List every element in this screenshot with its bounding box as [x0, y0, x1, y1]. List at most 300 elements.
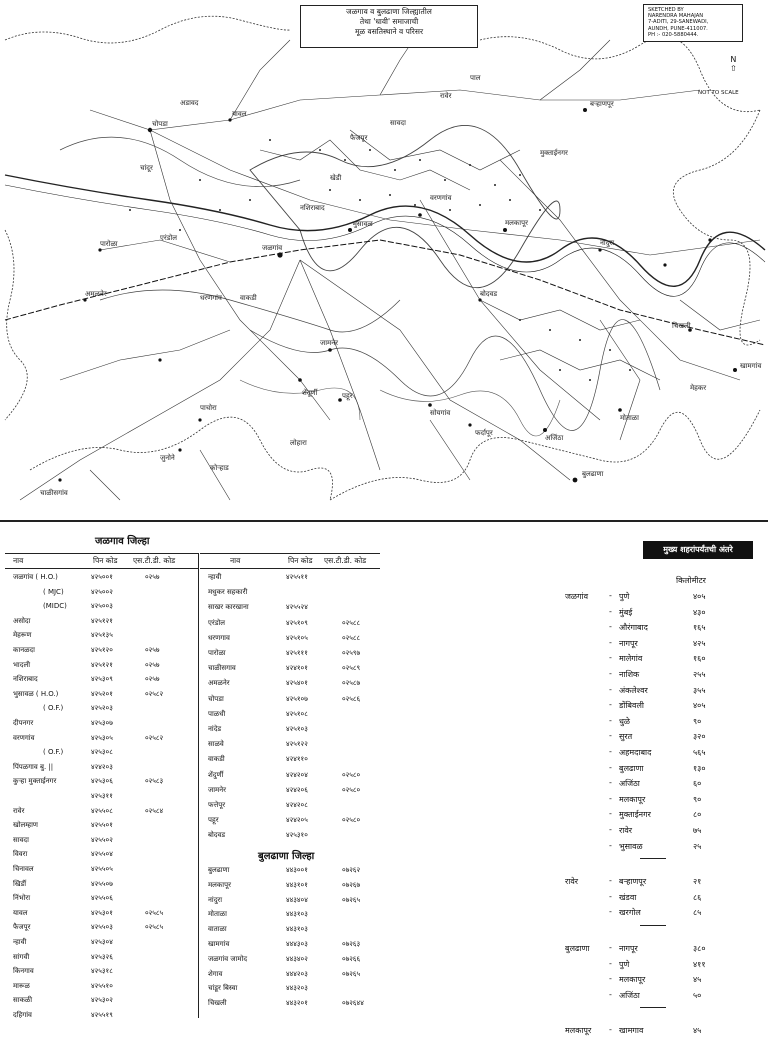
pin-code: ४२४२०६ [286, 785, 308, 794]
distance-row [565, 607, 755, 622]
dash: - [609, 974, 612, 984]
distance-km: ५६५ [693, 748, 706, 757]
std-code: ०२५८५ [145, 923, 164, 932]
distance-km: ३५५ [693, 685, 706, 695]
scale-note: NOT TO SCALE [698, 90, 739, 96]
place-name: असोदा [13, 616, 31, 625]
std-code: ०२५८८ [342, 618, 361, 627]
pin-code: ४२५५१९ [91, 1011, 113, 1019]
pin-code: ४४३४०४ [286, 895, 308, 904]
map-place-labels [40, 74, 761, 497]
place-name: चिनावल [13, 865, 34, 873]
map-label: बोदवड [480, 290, 498, 298]
pin-code: ४२४२०४ [286, 770, 308, 779]
dash: - [609, 606, 612, 616]
place-name: फैजपूर [13, 923, 31, 932]
distance-km: ४५ [693, 1026, 702, 1036]
place-name: दीपनगर [13, 719, 34, 727]
place-name: न्हावी [208, 573, 222, 581]
distance-km: ४५ [693, 975, 702, 985]
place-name: यावल [13, 908, 28, 917]
buldhana-table [200, 866, 380, 1016]
table-row [5, 690, 198, 702]
table-row [5, 938, 198, 950]
to-city: सुरत [619, 732, 633, 742]
table-row [5, 865, 198, 877]
distance-row [565, 809, 755, 824]
table-row [200, 588, 380, 600]
to-city: अजिंठा [619, 779, 640, 789]
table-row [5, 1011, 198, 1023]
distance-row [565, 778, 755, 793]
std-code: ०७२६३ [342, 940, 361, 948]
distance-km: ३८० [693, 944, 706, 953]
distance-km: १३० [693, 763, 706, 773]
map-label: मुक्ताईनगर [540, 149, 568, 157]
table-row [5, 573, 198, 585]
pin-code: ४२५५०३ [91, 923, 113, 932]
map-label: नशिराबाद [300, 204, 325, 212]
pin-code: ४२५३१८ [91, 967, 113, 976]
jalgaon-section-title: जळगाव जिल्हा [95, 536, 150, 547]
distance-row [565, 892, 755, 907]
table-row [200, 816, 380, 828]
to-city: पुणे [619, 592, 630, 601]
std-code: ०२५९७ [342, 649, 361, 657]
map-label: चिखली [672, 322, 691, 330]
map-label: सावदा [390, 119, 406, 127]
map-label: पारोळा [100, 240, 118, 248]
std-code: ०२५८५ [145, 908, 164, 917]
table-row [200, 603, 380, 615]
place-name: मलकापूर [208, 880, 231, 889]
distance-row [565, 974, 755, 989]
pin-code: ४४३१०१ [286, 880, 308, 889]
to-city: मलकापूर [619, 794, 646, 804]
table-row [5, 704, 198, 716]
place-name: पाळधी [208, 709, 226, 718]
place-name: ( MJC) [43, 587, 64, 596]
map-label: लोहारा [290, 439, 307, 447]
sketch-credit-box [643, 4, 743, 42]
table-row [200, 695, 380, 707]
distance-row [565, 841, 755, 856]
table-row [5, 807, 198, 819]
table-row [5, 923, 198, 935]
distance-km: ४०५ [693, 592, 706, 601]
table-row [5, 734, 198, 746]
to-city: खंडवा [619, 892, 637, 902]
table-row [200, 619, 380, 631]
distance-row [565, 876, 755, 891]
place-name: खिर्डी [13, 879, 27, 888]
table-row [200, 896, 380, 908]
pin-code: ४२४२०३ [91, 762, 113, 771]
map-label: जामनेर [320, 339, 338, 347]
table-header [200, 553, 380, 569]
distance-row [565, 907, 755, 922]
dash: - [609, 637, 612, 647]
map-label: चांदूर [140, 164, 153, 172]
std-code: ०२५८२ [145, 689, 164, 698]
place-name: बोदवड [208, 831, 226, 840]
std-code: ०२५८९ [342, 664, 361, 673]
pin-code: ४२५२०१ [91, 689, 113, 698]
place-name: बुलढाणा [208, 866, 230, 874]
place-name: साळवे [208, 740, 224, 749]
pin-code: ४२४११० [286, 755, 308, 764]
place-name: मारूळ [13, 981, 30, 990]
std-code: ०२५७ [145, 646, 160, 654]
place-name: नांदुरा [208, 895, 223, 904]
place-name: सावदा [13, 835, 29, 844]
dash: - [609, 1025, 612, 1035]
std-code: ०७२६५ [342, 969, 361, 978]
map-label: पाचोरा [200, 404, 217, 412]
place-name: मेहरूण [13, 631, 32, 640]
dash: - [609, 891, 612, 901]
to-city: मलकापूर [619, 975, 646, 985]
map-label: मोताळा [620, 414, 639, 422]
pin-code: ४२४२०५ [286, 816, 308, 825]
pin-code: ४४३१०३ [286, 910, 308, 919]
to-city: धुळे [619, 716, 630, 726]
pin-code: ४२५३०८ [91, 748, 113, 757]
std-code: ०२५८७ [342, 679, 361, 688]
place-name: कुऱ्हा मुक्ताईनगर [13, 777, 57, 786]
pin-code: ४२५१०९ [286, 618, 308, 627]
pin-code: ४२५५२४ [286, 603, 308, 612]
place-name: (MIDC) [43, 602, 67, 611]
map-label: फर्दापूर [475, 429, 493, 437]
to-city: पुणे [619, 959, 630, 969]
std-code: ०२५८० [342, 770, 361, 779]
distance-row [565, 669, 755, 684]
place-name: रावेर [13, 806, 25, 815]
map-title-line: जळगाव व बुलढाणा जिल्ह्यातील [346, 7, 432, 16]
map-label: फैजपूर [350, 134, 368, 142]
sketch-line: PH :- 020-5880444. [648, 31, 699, 38]
place-name: मधुकर सहकारी [208, 588, 248, 597]
pin-code: ४४४२०३ [286, 969, 308, 978]
place-name: पिंपळगाव बु. || [13, 762, 54, 771]
table-row [200, 634, 380, 646]
map-label: अडावद [180, 99, 199, 107]
to-city: मुक्ताईनगर [619, 810, 651, 820]
header-pin: पिन कोड [93, 556, 118, 565]
std-code: ०२५८८ [342, 633, 361, 642]
pin-code: ४२५५११ [286, 573, 308, 581]
to-city: नाशिक [619, 670, 640, 679]
place-name: साकळी [13, 996, 33, 1005]
distance-km: ९० [693, 794, 702, 804]
sketch-line: NARENDRA MAHAJAN [648, 13, 704, 20]
pin-code: ४२५३०५ [91, 733, 113, 742]
place-name: भादली [13, 660, 31, 669]
distance-km: ३२० [693, 732, 706, 742]
place-name: जळगांव जामोद [208, 954, 248, 963]
place-name: चांडूर बिस्वा [208, 984, 238, 993]
distance-row [565, 716, 755, 731]
table-row [200, 970, 380, 982]
pin-code: ४२५००२ [91, 587, 113, 596]
table-row [200, 786, 380, 798]
std-code: ०७२६४४ [342, 999, 364, 1008]
table-row [5, 953, 198, 965]
pin-code: ४४४३०३ [286, 940, 308, 948]
table-row [5, 646, 198, 658]
map-title-line: तेथा 'धावी' समाजाची [359, 17, 419, 26]
dash: - [609, 669, 612, 678]
distance-km: ५० [693, 990, 702, 1000]
place-name: नशिराबाद [13, 675, 38, 684]
pin-code: ४२५१२० [91, 646, 113, 654]
dash: - [609, 684, 612, 694]
place-name: चाळीसगाव [208, 664, 236, 673]
dash: - [609, 809, 612, 819]
to-city: बुलढाणा [619, 763, 644, 773]
table-row [5, 748, 198, 760]
table-row [200, 664, 380, 676]
to-city: अहमदाबाद [619, 748, 652, 757]
table-row [200, 999, 380, 1011]
from-city: मलकापूर [565, 1026, 592, 1036]
table-row [200, 771, 380, 783]
table-row [5, 850, 198, 862]
place-name: खोलम्हाण [13, 821, 38, 830]
pin-code: ४२५२०३ [91, 704, 113, 713]
pin-code: ४२५१११ [286, 649, 308, 657]
sketch-line: SKETCHED BY [648, 7, 684, 13]
distance-row [565, 700, 755, 715]
std-code: ०२५८४ [145, 806, 164, 815]
map-label: चाळीसगांव [40, 489, 68, 497]
std-code: ०७२६२ [342, 866, 361, 874]
place-name: चोपडा [208, 694, 224, 703]
distance-km: ४११ [693, 959, 706, 969]
dash: - [609, 622, 612, 632]
table-row [200, 679, 380, 691]
distance-km: ४२५ [693, 638, 706, 648]
map-title-box [300, 5, 478, 48]
dash: - [609, 907, 612, 917]
map-label: वरणगांव [430, 194, 452, 202]
place-name: किनगाव [13, 967, 34, 976]
place-name: दहिगांव [13, 1011, 32, 1019]
place-name: शेगाव [208, 969, 223, 978]
distance-row [565, 763, 755, 778]
to-city: औरंगाबाद [619, 623, 648, 633]
pin-code: ४२५१३५ [91, 631, 113, 640]
pin-code: ४२५३०७ [91, 719, 113, 727]
table-row [5, 792, 198, 804]
table-row [200, 740, 380, 752]
table-row [200, 755, 380, 767]
distance-row [565, 653, 755, 668]
std-code: ०२५७ [145, 573, 160, 581]
map-label: रावेर [440, 92, 452, 100]
table-row [200, 649, 380, 661]
table-row [5, 763, 198, 775]
table-row [200, 831, 380, 843]
pin-code: ४२५५०६ [91, 894, 113, 903]
table-row [5, 880, 198, 892]
place-name: न्हावी [13, 938, 27, 946]
map-label: पहूर [342, 392, 353, 400]
dash: - [609, 958, 612, 968]
table-row [5, 602, 198, 614]
distance-km: ४३० [693, 607, 706, 617]
pin-code: ४२५५०४ [91, 850, 113, 859]
map-label: धरणगांव [200, 294, 222, 302]
pin-code: ४२५१०७ [286, 694, 308, 703]
to-city: बऱ्हाणपूर [619, 877, 647, 887]
distance-km: ८६ [693, 892, 702, 902]
table-row [5, 982, 198, 994]
pin-code: ४४३१०३ [286, 925, 308, 934]
from-city: रावेर [565, 877, 579, 887]
std-code: ०७२६६ [342, 954, 361, 963]
to-city: मुंबई [619, 607, 633, 617]
distance-km: १६० [693, 654, 706, 664]
pin-code: ४४३००१ [286, 866, 308, 874]
dash: - [609, 747, 612, 756]
dash: - [609, 943, 612, 952]
place-name: फत्तेपूर [208, 801, 226, 809]
distance-row [565, 638, 755, 653]
pin-code: ४४३२०१ [286, 999, 308, 1008]
std-code: ०२५७ [145, 675, 160, 684]
pin-code: ४२५१०३ [286, 725, 308, 733]
pin-code: ४२५१२२ [286, 740, 308, 749]
table-row [200, 910, 380, 922]
pin-code: ४२५५०१ [91, 821, 113, 830]
pin-code: ४२५१२१ [91, 660, 113, 669]
table-row [5, 719, 198, 731]
map-label: यावल [232, 110, 247, 118]
table-row [200, 925, 380, 937]
to-city: रावेर [619, 826, 633, 835]
map-label: खामगांव [740, 362, 762, 370]
header-pin: पिन कोड [288, 556, 313, 565]
north-arrow-icon: N ⇧ [730, 55, 737, 73]
table-row [5, 675, 198, 687]
table-row [200, 801, 380, 813]
sketch-line: 7-ADITI, 29-SANEWADI, [648, 19, 709, 26]
distance-row [565, 685, 755, 700]
distance-km: ७५ [693, 826, 702, 835]
map-label: पाल [470, 74, 481, 82]
place-name: पहूर [208, 816, 219, 825]
map-label: चोपडा [152, 120, 168, 128]
distance-row [565, 959, 755, 974]
std-code: ०२५८२ [145, 733, 164, 742]
table-row [200, 710, 380, 722]
distance-row [565, 794, 755, 809]
pin-code: ४२५३०४ [91, 938, 113, 946]
map-label: बऱ्हाणपूर [590, 100, 614, 108]
map-label: जळगांव [262, 244, 283, 252]
pin-code: ४२५१०५ [286, 633, 308, 642]
map-label: सोयगांव [430, 409, 451, 417]
map-label: एरंडोल [160, 234, 178, 242]
map-label: भुसावळ [352, 220, 373, 228]
map-title-line: मूळ वसतिस्थाने व परिसर [354, 27, 424, 36]
std-code: ०२५८० [342, 816, 361, 825]
distance-row [565, 990, 755, 1005]
place-name: जामनेर [208, 785, 226, 794]
to-city: अंकलेश्वर [619, 685, 648, 695]
table-row [5, 631, 198, 643]
map-label: जुनोने [160, 454, 175, 462]
from-city: बुलढाणा [565, 944, 590, 953]
dash: - [609, 793, 612, 803]
header-std: एस.टी.डी. कोड [324, 556, 367, 565]
pin-code: ४२४१०१ [286, 664, 308, 673]
pin-code: ४२५३०२ [91, 996, 113, 1005]
map-label: शेंदूर्णी [302, 389, 318, 397]
pin-code: ४२५३१० [286, 831, 308, 840]
pin-code: ४२५३०९ [91, 675, 113, 684]
map-label: मलकापूर [505, 219, 528, 227]
place-name: अमळनेर [208, 679, 230, 688]
std-code: ०२५८६ [342, 694, 361, 703]
dash: - [609, 876, 612, 886]
table-row [5, 894, 198, 906]
dash: - [609, 715, 612, 725]
to-city: नागपूर [619, 944, 638, 953]
map-label: वाकडी [240, 294, 257, 302]
distance-row [565, 622, 755, 637]
place-name: साखर कारखाना [208, 603, 249, 612]
std-code: ०२५८३ [145, 777, 164, 786]
dash: - [609, 840, 612, 850]
header-std: एस.टी.डी. कोड [133, 556, 176, 565]
distance-row [565, 747, 755, 762]
place-name: खामगांव [208, 940, 230, 948]
std-code: ०७२६७ [342, 880, 361, 889]
table-row [200, 866, 380, 878]
header-name: नाव [13, 556, 24, 565]
std-code: ०२५८० [342, 785, 361, 794]
distance-km: २१ [693, 877, 702, 887]
distance-row [565, 731, 755, 746]
sketch-line: AUNDH, PUNE-411007. [648, 25, 708, 32]
place-name: जळगांव ( H.O.) [13, 573, 58, 581]
pin-code: ४२५३०६ [91, 777, 113, 786]
place-name: पारोळा [208, 649, 226, 657]
distance-row [565, 1025, 755, 1040]
table-row [5, 967, 198, 979]
distances-unit: किलोमीटर [676, 576, 706, 585]
distance-km: १६५ [693, 623, 706, 633]
to-city: खामगाव [619, 1026, 644, 1036]
pin-code: ४४३२०३ [286, 984, 308, 993]
north-label: N [730, 55, 737, 64]
pin-code: ४२५३०१ [91, 908, 113, 917]
pin-code: ४२५३२६ [91, 952, 113, 961]
place-name: वाकडी [208, 755, 225, 764]
map-label: अजिंठा [545, 434, 564, 442]
std-code: ०७२६५ [342, 895, 361, 904]
dash: - [609, 989, 612, 999]
place-name: चिखली [208, 999, 227, 1008]
place-name: वाताळा [208, 925, 227, 934]
map-label: कोऱ्हाड [210, 464, 229, 472]
pin-code: ४२५५१० [91, 981, 113, 990]
map-label: बुलढाणा [582, 470, 604, 478]
dash: - [609, 778, 612, 788]
